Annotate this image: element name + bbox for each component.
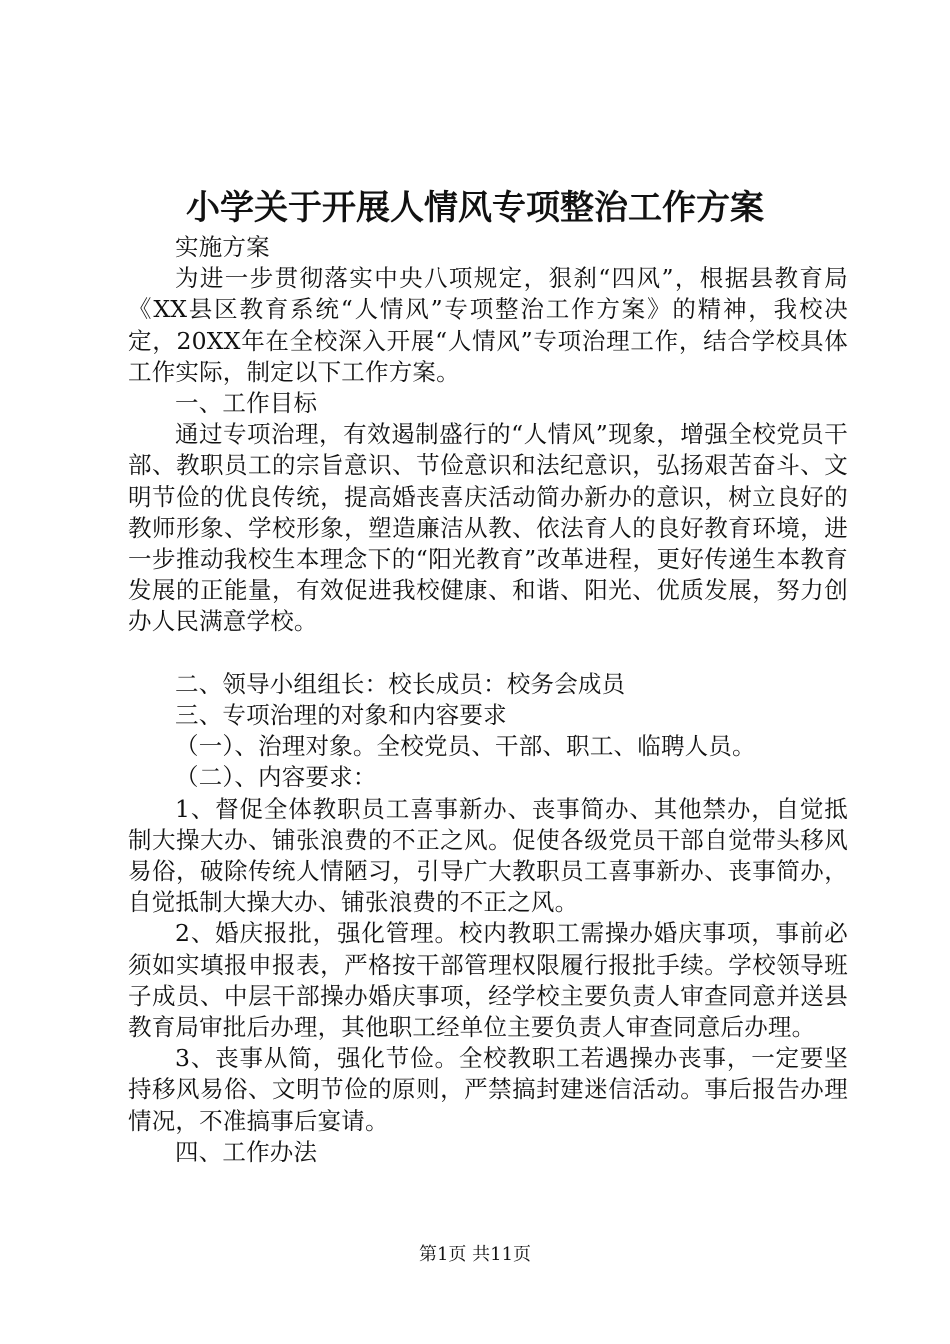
paragraph-requirements-heading: （二）、内容要求： xyxy=(175,763,377,792)
paragraph-targets: （一）、治理对象。全校党员、干部、职工、临聘人员。 xyxy=(175,732,756,761)
paragraph-goals: 通过专项治理，有效遏制盛行的“人情风”现象，增强全校党员干部、教职员工的宗旨意识、节俭意识和法纪意识，弘扬艰苦奋斗、文明节俭的优良传统，提高婚丧喜庆活动简办新办的意识，树立良好的教师形象、学校形象，塑造廉洁从教、依法育人的良好教育环境，进一步推动我校生本理念下的“阳光教育”改革进程，更好传递生本教育发展的正能量，有效促进我校健康、和谐、阳光、优质发展，努力创办人民满意学校。 xyxy=(128,420,848,636)
section-heading-targets: 三、专项治理的对象和内容要求 xyxy=(175,701,507,730)
paragraph-implementation-plan: 实施方案 xyxy=(175,233,270,261)
section-heading-goals: 一、工作目标 xyxy=(175,389,318,418)
paragraph-requirement-3: 3、丧事从简，强化节俭。全校教职工若遇操办丧事，一定要坚持移风易俗、文明节俭的原则，严禁搞封建迷信活动。事后报告办理情况，不准搞事后宴请。 xyxy=(128,1044,848,1135)
section-heading-methods: 四、工作办法 xyxy=(175,1137,318,1166)
section-heading-leadership: 二、领导小组组长：校长成员：校务会成员 xyxy=(175,669,626,698)
page-number: 第1页 共11页 xyxy=(418,1244,532,1265)
paragraph-requirement-2: 2、婚庆报批，强化管理。校内教职工需操办婚庆事项，事前必须如实填报申报表，严格按干部管理权限履行报批手续。学校领导班子成员、中层干部操办婚庆事项，经学校主要负责人审查同意并送县教育局审批后办理，其他职工经单位主要负责人审查同意后办理。 xyxy=(128,919,848,1042)
paragraph-requirement-1: 1、督促全体教职员工喜事新办、丧事简办、其他禁办，自觉抵制大操大办、铺张浪费的不正之风。促使各级党员干部自觉带头移风易俗，破除传统人情陋习，引导广大教职员工喜事新办、丧事简办，自觉抵制大操大办、铺张浪费的不正之风。 xyxy=(128,794,848,917)
paragraph-intro: 为进一步贯彻落实中央八项规定，狠刹“四风”，根据县教育局《XX县区教育系统“人情风”专项整治工作方案》的精神，我校决定，20XX年在全校深入开展“人情风”专项治理工作，结合学校具体工作实际，制定以下工作方案。 xyxy=(128,264,848,386)
document-body xyxy=(128,232,848,1168)
document-title: 小学关于开展人情风专项整治工作方案 xyxy=(186,188,764,228)
